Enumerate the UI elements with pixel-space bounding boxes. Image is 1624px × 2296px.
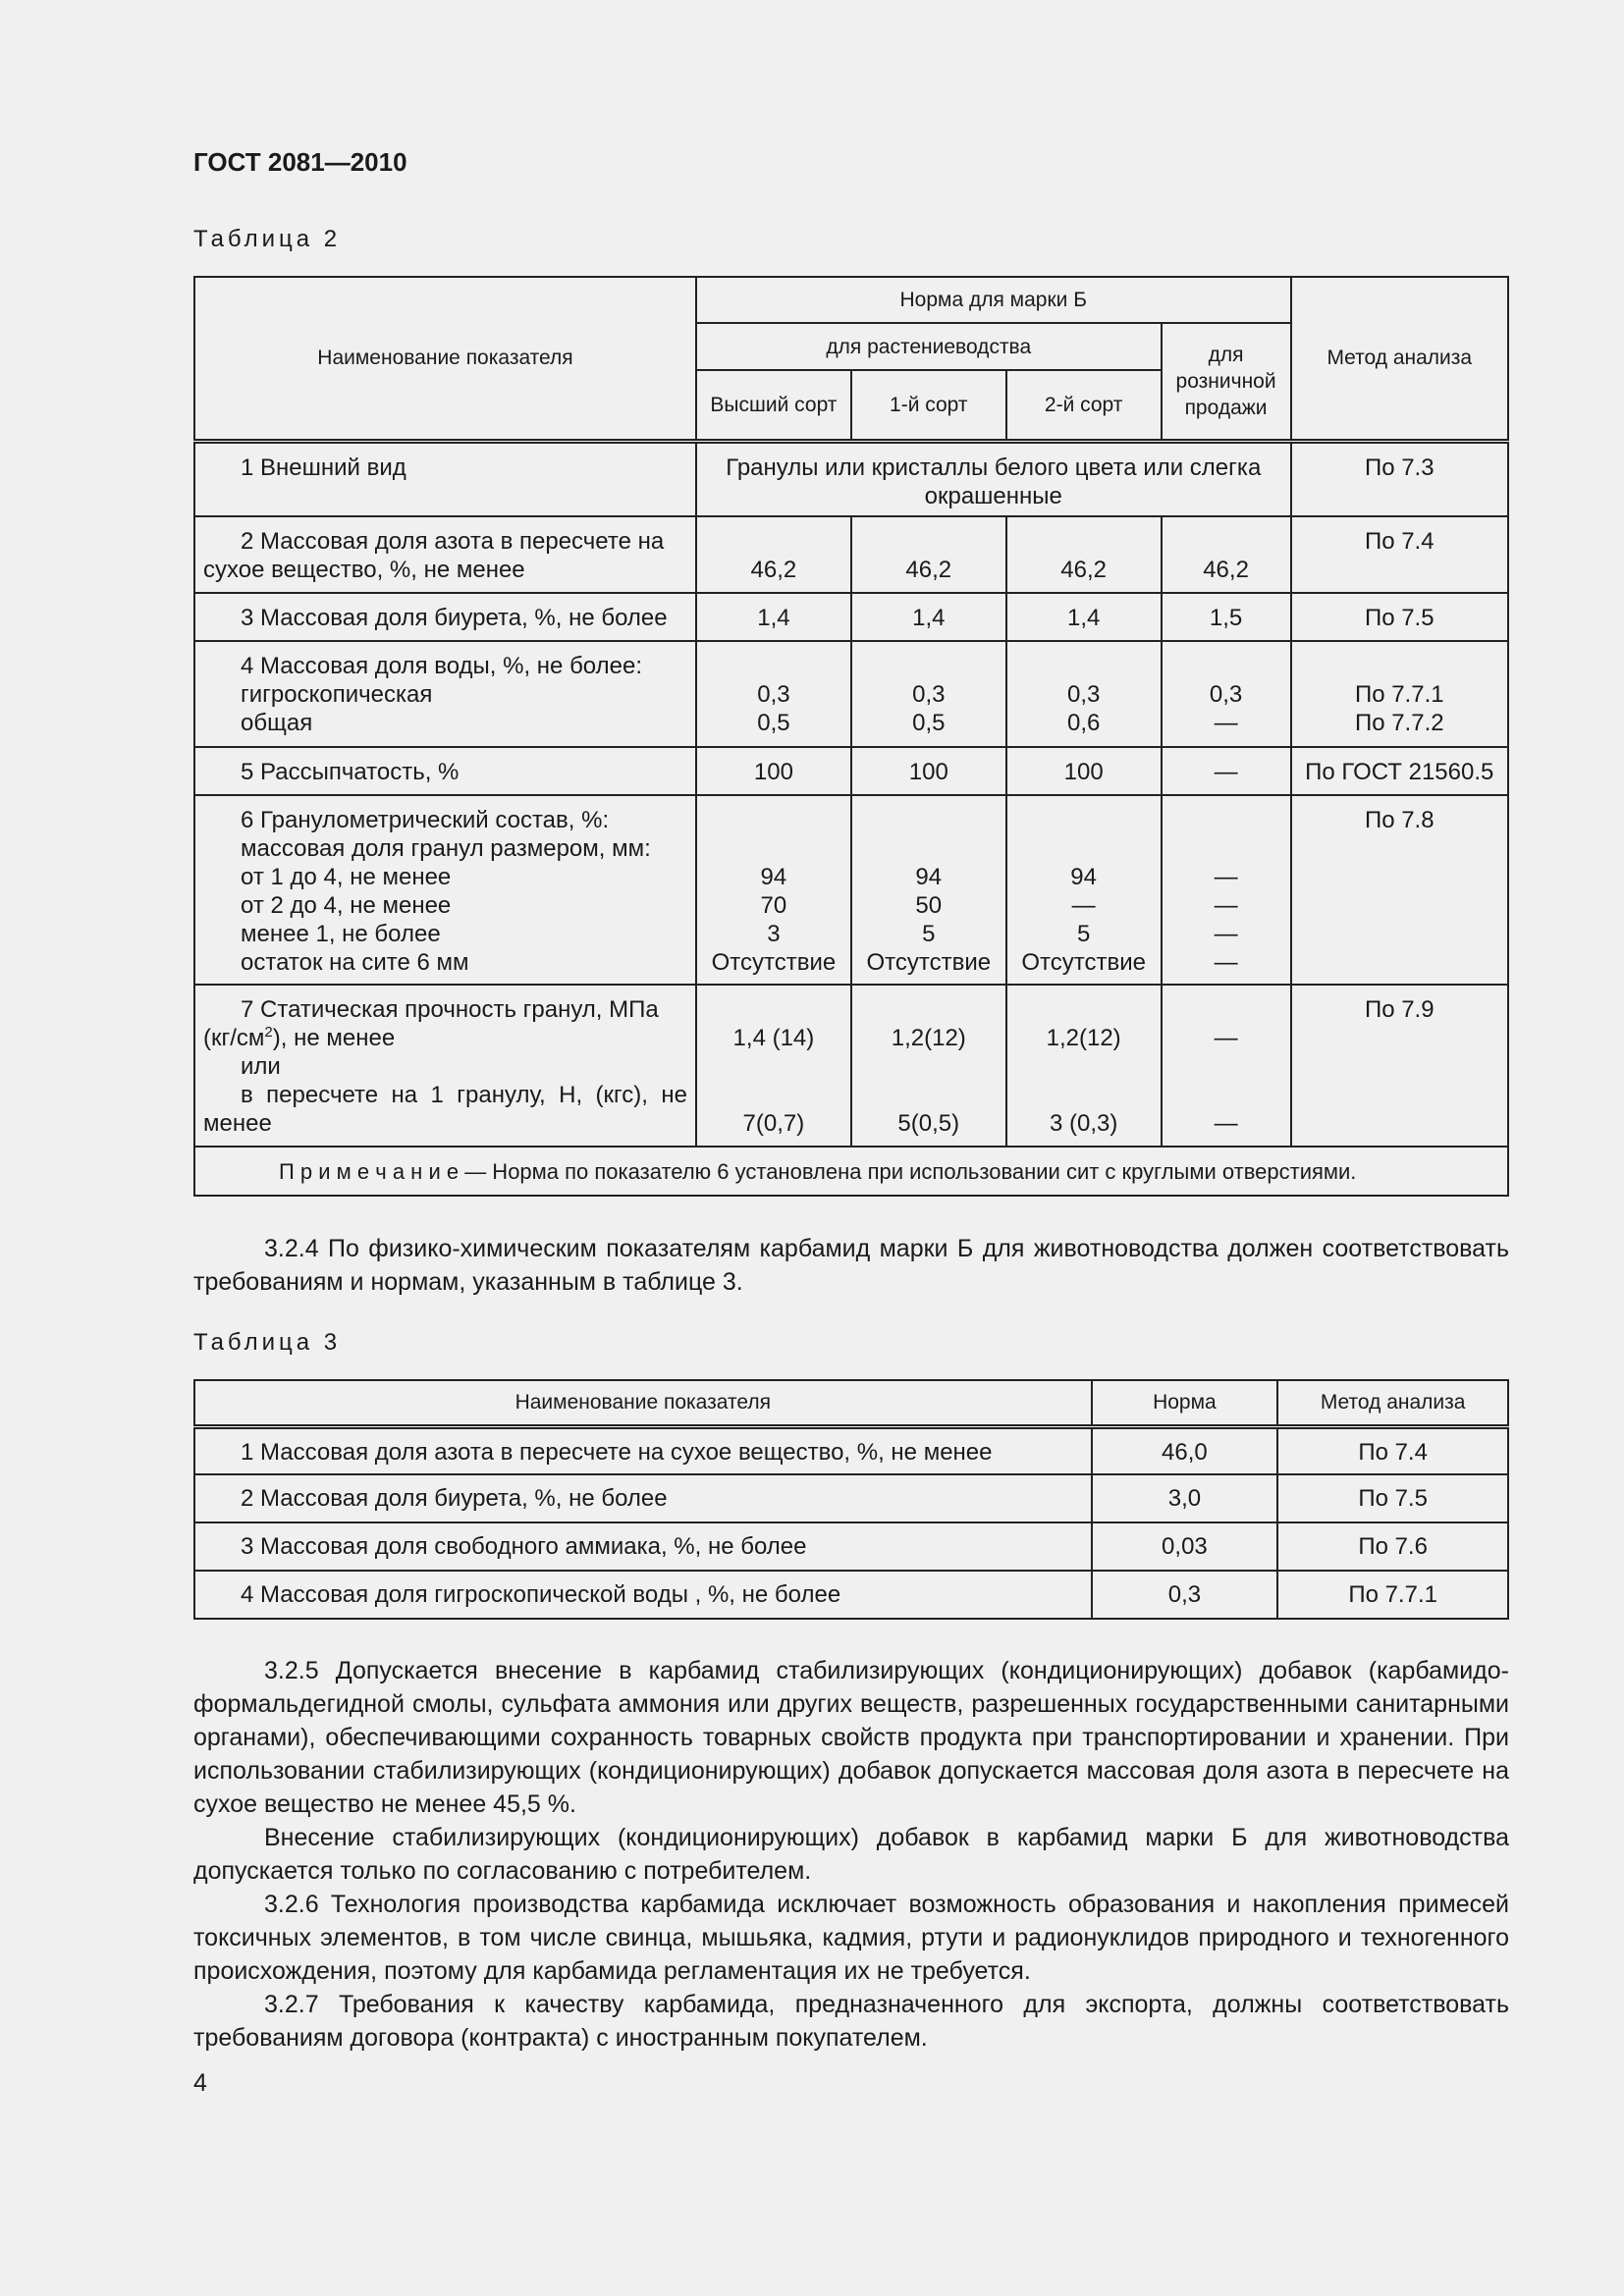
t2-r6-c4-1: — [1214, 892, 1238, 919]
t2-r7-name-a: 7 Статическая прочность гранул, МПа [241, 996, 659, 1023]
t2-header-retail: для розничной продажи [1162, 323, 1291, 441]
table-row [194, 985, 1508, 1147]
t2-r4-name: 4 Массовая доля воды, %, не более: [241, 653, 642, 679]
t2-r6-c3-2: 5 [1076, 921, 1091, 947]
t2-r6-c1-1: 70 [760, 892, 787, 919]
t3-r3-norm: 0,03 [1092, 1522, 1278, 1571]
t3-r3-method: По 7.6 [1277, 1522, 1508, 1571]
t2-r7-a2: 1,2(12) [891, 1025, 966, 1051]
t2-r2-v2: 46,2 [851, 516, 1006, 593]
t2-header-method: Метод анализа [1291, 277, 1508, 441]
page-number: 4 [193, 2069, 207, 2097]
t2-r4-a2: 0,3 [912, 681, 946, 708]
table-3 [193, 1379, 1509, 1620]
t2-r5-method: По ГОСТ 21560.5 [1291, 747, 1508, 795]
table-row [194, 1571, 1508, 1619]
t2-r2-v1: 46,2 [696, 516, 851, 593]
t2-r4-b2: 0,5 [912, 710, 946, 736]
paragraph-3-2-5: 3.2.5 Допускается внесение в карбамид стабилизирующих (кондиционирующих) добавок (карбамидо-формальдегидной смолы, сульфата аммония или других веществ, разрешенных государственными санитарными органами), обеспечивающими сохранность товарных свойств продукта при транспортировании и хранении. При использовании стабилизирующих (кондиционирующих) добавок допускается массовая доля азота в пересчете на сухое вещество не менее 45,5 %. [193, 1657, 1509, 1818]
t2-r3-v4: 1,5 [1162, 593, 1291, 641]
t2-r7-sup: 2 [264, 1024, 273, 1041]
t2-r1-name: 1 Внешний вид [241, 454, 406, 481]
t3-r2-method: По 7.5 [1277, 1474, 1508, 1522]
t3-r4-name: 4 Массовая доля гигроскопической воды , %, не более [241, 1581, 841, 1608]
t2-r6-c2-3: Отсутствие [866, 949, 992, 976]
paragraph-3-2-5-b: Внесение стабилизирующих (кондиционирующих) добавок в карбамид марки Б для животноводства допускается только по согласованию с потребителем. [193, 1824, 1509, 1885]
t2-r6-sub5: остаток на сите 6 мм [241, 949, 469, 976]
t2-r7-a1: 1,4 (14) [732, 1025, 815, 1051]
t2-r6-c4-3: — [1214, 949, 1238, 976]
paragraph-3-2-7: 3.2.7 Требования к качеству карбамида, предназначенного для экспорта, должны соответствовать требованиям договора (контракта) с иностранным покупателем. [193, 1991, 1509, 2052]
t2-header-first-grade: 1-й сорт [851, 370, 1006, 441]
t2-r6-c4-2: — [1214, 921, 1238, 947]
table-row [194, 795, 1508, 985]
t2-r5-name: 5 Рассыпчатость, % [241, 759, 460, 785]
t2-r7-b4: — [1214, 1110, 1238, 1137]
t2-r7-b3: 3 (0,3) [1049, 1110, 1118, 1137]
t2-r6-c2-1: 50 [915, 892, 943, 919]
t2-r6-c4-0: — [1214, 864, 1238, 890]
t2-header-second-grade: 2-й сорт [1006, 370, 1162, 441]
t3-r1-norm: 46,0 [1092, 1426, 1278, 1474]
t2-r6-c2-0: 94 [915, 864, 943, 890]
table-row [194, 747, 1508, 795]
t3-r1-method: По 7.4 [1277, 1426, 1508, 1474]
t2-r2-v4: 46,2 [1162, 516, 1291, 593]
t2-r3-method: По 7.5 [1291, 593, 1508, 641]
t2-r6-sub1: массовая доля гранул размером, мм: [241, 835, 651, 862]
t3-r1-name: 1 Массовая доля азота в пересчете на сухое вещество, %, не менее [241, 1438, 993, 1466]
t2-r2-name-a: 2 Массовая доля азота в пересчете на [241, 528, 665, 555]
t2-r3-v3: 1,4 [1006, 593, 1162, 641]
t2-r2-method: По 7.4 [1291, 516, 1508, 593]
table-row [194, 516, 1508, 593]
t2-r5-v1: 100 [696, 747, 851, 795]
t2-r3-v2: 1,4 [851, 593, 1006, 641]
t2-r4-sub2: общая [241, 710, 313, 736]
t2-r7-sub2: в пересчете на 1 гранулу, Н, (кгс), не [241, 1082, 687, 1108]
t3-r2-name: 2 Массовая доля биурета, %, не более [241, 1485, 668, 1512]
t2-r6-c2-2: 5 [922, 921, 936, 947]
t2-r6-name: 6 Гранулометрический состав, %: [241, 807, 610, 833]
t3-r4-norm: 0,3 [1092, 1571, 1278, 1619]
t2-r6-c3-3: Отсутствие [1021, 949, 1146, 976]
t2-r2-name-b: сухое вещество, %, не менее [203, 557, 525, 583]
t2-r6-c1-0: 94 [760, 864, 787, 890]
t2-r4-sub1: гигроскопическая [241, 681, 433, 708]
t2-r3-name: 3 Массовая доля биурета, %, не более [241, 605, 668, 631]
t2-r1-merged: Гранулы или кристаллы белого цвета или слегка окрашенные [696, 441, 1291, 516]
t2-r5-v2: 100 [851, 747, 1006, 795]
t2-r6-c1-3: Отсутствие [711, 949, 837, 976]
t2-r5-v4: — [1162, 747, 1291, 795]
t2-header-plants: для растениеводства [696, 323, 1162, 370]
t2-r3-v1: 1,4 [696, 593, 851, 641]
table-row [194, 1522, 1508, 1571]
t3-r3-name: 3 Массовая доля свободного аммиака, %, не более [241, 1533, 807, 1560]
t2-r6-method: По 7.8 [1291, 795, 1508, 985]
t2-r2-v3: 46,2 [1006, 516, 1162, 593]
t2-r7-sub3: менее [203, 1110, 272, 1137]
t2-r4-b3: 0,6 [1066, 710, 1101, 736]
t2-r4-m1: По 7.7.1 [1354, 681, 1444, 708]
t2-r7-method: По 7.9 [1291, 985, 1508, 1147]
t2-r4-a1: 0,3 [757, 681, 790, 708]
table-2 [193, 276, 1509, 1197]
t2-r4-a4: 0,3 [1209, 681, 1243, 708]
t2-r5-v3: 100 [1006, 747, 1162, 795]
t2-r6-c3-0: 94 [1070, 864, 1097, 890]
table-2-caption: Таблица 2 [193, 226, 342, 252]
t2-r4-a3: 0,3 [1066, 681, 1101, 708]
t2-r4-b1: 0,5 [757, 710, 790, 736]
t2-header-top-grade: Высший сорт [696, 370, 851, 441]
t3-header-name: Наименование показателя [194, 1380, 1092, 1426]
t2-r6-c1-2: 3 [767, 921, 781, 947]
t2-r7-sub1: или [241, 1053, 281, 1080]
t2-header-name: Наименование показателя [194, 277, 696, 441]
t2-header-norm: Норма для марки Б [696, 277, 1291, 323]
t2-r4-m2: По 7.7.2 [1354, 710, 1444, 736]
t3-header-norm: Норма [1092, 1380, 1278, 1426]
t2-note: П р и м е ч а н и е — Норма по показателю 6 установлена при использовании сит с круглыми отверстиями. [194, 1147, 1508, 1196]
t2-r6-sub3: от 2 до 4, не менее [241, 892, 452, 919]
t2-r7-name-b: (кг/см [203, 1025, 265, 1051]
table-row [194, 1426, 1508, 1474]
t2-r7-a3: 1,2(12) [1046, 1025, 1121, 1051]
t3-r2-norm: 3,0 [1092, 1474, 1278, 1522]
t2-r7-b2: 5(0,5) [897, 1110, 960, 1137]
table-row [194, 593, 1508, 641]
table-row [194, 641, 1508, 747]
t2-r7-name-c: ), не менее [272, 1025, 396, 1051]
document-header: ГОСТ 2081—2010 [193, 147, 407, 177]
t2-r7-a4: — [1214, 1025, 1238, 1051]
t2-r1-method: По 7.3 [1291, 441, 1508, 516]
t2-r6-c3-1: — [1071, 892, 1096, 919]
paragraph-3-2-4: 3.2.4 По физико-химическим показателям карбамид марки Б для животноводства должен соответствовать требованиям и нормам, указанным в таблице 3. [193, 1235, 1509, 1296]
t2-r6-sub2: от 1 до 4, не менее [241, 864, 452, 890]
t2-r7-b1: 7(0,7) [742, 1110, 805, 1137]
t3-r4-method: По 7.7.1 [1277, 1571, 1508, 1619]
table-3-caption: Таблица 3 [193, 1329, 342, 1356]
paragraph-3-2-6: 3.2.6 Технология производства карбамида исключает возможность образования и накопления примесей токсичных элементов, в том числе свинца, мышьяка, кадмия, ртути и радионуклидов природного и техногенного происхождения, поэтому для карбамида регламентация их не требуется. [193, 1891, 1509, 1985]
table-row [194, 441, 1508, 516]
t2-r6-sub4: менее 1, не более [241, 921, 441, 947]
table-row [194, 1474, 1508, 1522]
t2-r4-b4: — [1214, 710, 1238, 736]
t3-header-method: Метод анализа [1277, 1380, 1508, 1426]
